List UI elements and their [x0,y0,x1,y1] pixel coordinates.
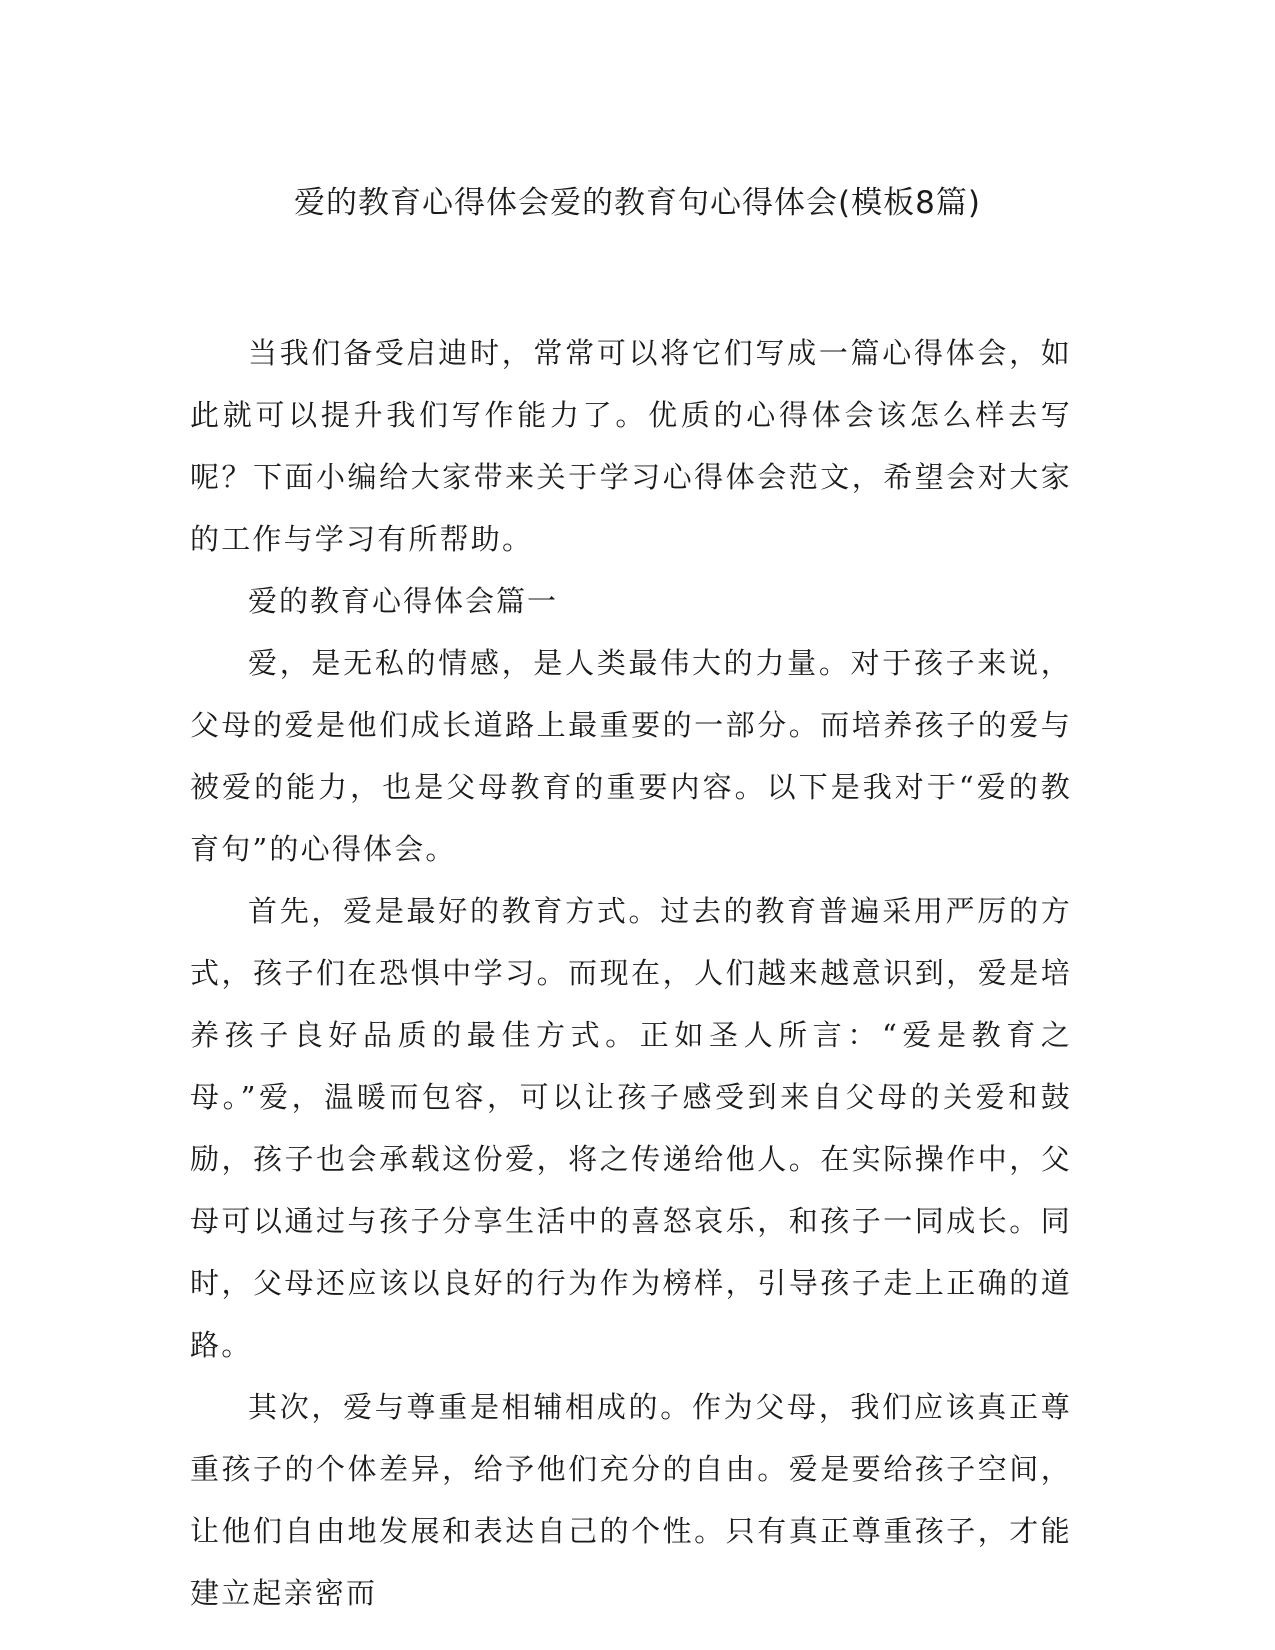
document-title: 爱的教育心得体会爱的教育句心得体会(模板8篇) [294,185,981,221]
body-paragraph: 首先，爱是最好的教育方式。过去的教育普遍采用严厉的方式，孩子们在恐惧中学习。而现在，人们越来越意识到，爱是培养孩子良好品质的最佳方式。正如圣人所言：“爱是教育之母。”爱，温暖而包容，可以让孩子感受到来自父母的关爱和鼓励，孩子也会承载这份爱，将之传递给他人。在实际操作中，父母可以通过与孩子分享生活中的喜怒哀乐，和孩子一同成长。同时，父母还应该以良好的行为作为榜样，引导孩子走上正确的道路。 [190,894,1072,1362]
section-heading: 爱的教育心得体会篇一 [248,584,559,618]
body-paragraph: 爱，是无私的情感，是人类最伟大的力量。对于孩子来说，父母的爱是他们成长道路上最重要的一部分。而培养孩子的爱与被爱的能力，也是父母教育的重要内容。以下是我对于“爱的教育句”的心得体会。 [190,646,1072,866]
body-paragraph: 其次，爱与尊重是相辅相成的。作为父母，我们应该真正尊重孩子的个体差异，给予他们充分的自由。爱是要给孩子空间，让他们自由地发展和表达自己的个性。只有真正尊重孩子，才能建立起亲密而 [190,1390,1072,1610]
intro-paragraph: 当我们备受启迪时，常常可以将它们写成一篇心得体会，如此就可以提升我们写作能力了。优质的心得体会该怎么样去写呢？下面小编给大家带来关于学习心得体会范文，希望会对大家的工作与学习有所帮助。 [190,336,1072,556]
document-body [190,322,1072,1624]
